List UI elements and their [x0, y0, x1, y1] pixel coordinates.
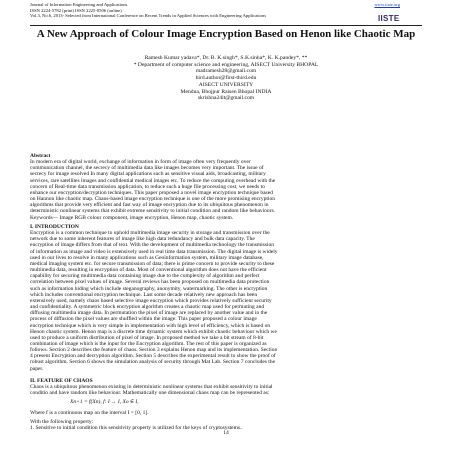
introduction-line: correlation between pixel values of image. Several reviews has been proposed on multimedia data protection: [30, 279, 270, 286]
journal-header: [30, 2, 390, 19]
introduction-line: Henon chaotic system. Henon map is a discrete time dynamic system which exhibit chaotic behaviour which we: [30, 328, 277, 335]
page-number: 14: [223, 430, 229, 436]
chaos-body: [30, 384, 422, 396]
introduction-line: follows. Section 2 describes the feature of chaos. Section 3 explains Henon map and its implementation. Section: [30, 347, 278, 354]
chaos-equation: Xn+1 = f(Xn), f: I → I, Xo ∈ I,: [70, 399, 139, 405]
header-divider: [30, 25, 422, 26]
introduction-line: diffusing multimedia image data. In permutation the pixel of image are replaced by another value and in the: [30, 310, 268, 317]
abstract-line: In modern era of digital world, exchange of information in form of image often very frequently over: [30, 159, 251, 166]
author-email-1: madramesh28@gmail.com: [195, 68, 257, 75]
chaos-item-1: 1. Sensitive to initial condition this sensitivity property is utilized for the keys of cryptosystems..: [30, 425, 243, 432]
introduction-line: used in our lives to resolve in many applications such as Geoinformation system, military image database,: [30, 254, 264, 261]
journal-issn: ISSN 2224-5782 (print) ISSN 2225-0506 (online): [30, 7, 122, 13]
abstract-line: secrecy for image resolved In many digital applications such as sensitive visual aids, broadcasting, military: [30, 171, 266, 178]
paper-title: A New Approach of Colour Image Encryption Based on Henon like Chaotic Map: [36, 28, 416, 40]
introduction-line: multimedia data, resulting in encryption of data. Most of conventional algorithm does not have the efficient: [30, 267, 267, 274]
abstract-body: [30, 159, 422, 214]
affiliation-2: AISECT UNIVERSITY: [198, 81, 254, 88]
journal-name: Journal of Information Engineering and Applications: [30, 2, 128, 7]
journal-url-link[interactable]: www.iiste.org: [374, 2, 400, 7]
introduction-line: and confidentiality. A symmetric block encryption algorithm creates a chaotic map used for permuting and: [30, 304, 265, 311]
introduction-line: encryption technique which is very simple in implementation with high level of efficiency, which is based on: [30, 322, 271, 329]
abstract-line: enhance our encryption/decryption techniques. This paper proposed a novel image encryption technique based: [30, 189, 273, 196]
introduction-line: Encryption is a common technique to uphold multimedia image security in storage and transmission over the: [30, 230, 270, 237]
abstract-section: [30, 153, 422, 221]
affiliation-1: * Department of computer science and engineering, AISECT University BHOPAL: [133, 61, 319, 68]
introduction-line: medical imaging system etc. for secure transmission of data; there is prime concern to provide security to these: [30, 260, 275, 267]
introduction-line: process of diffusion the pixel values are shuffled within the image. This paper proposed a colour image: [30, 316, 257, 323]
introduction-section: [30, 224, 422, 372]
chaos-following: With the following property:: [30, 419, 94, 426]
introduction-line: of information as image and video is extensively used in real time data transmission. The digital image is widely: [30, 248, 278, 255]
introduction-line: robust algorithm. Section 6 shows the simulation analysis of security through Mat Lab. Section 7 concludes the: [30, 359, 276, 366]
journal-volume: Vol.3, No.6, 2013- Selected from International Conference on Recent Trends in Applied Sciences with Engineering Applications: [30, 13, 267, 19]
author-email-3: skrishna24it@gmail.com: [197, 95, 255, 102]
abstract-line: algorithms that provide very efficient and fast way of image encryption due to its ubiquitous phenomenon in: [30, 202, 269, 209]
introduction-line: capability for securing multimedia data containing image due to the complexity of algorithm and perfect: [30, 273, 260, 280]
affiliation-3: Mendua, Bhojpur Raisen Bhopal INDIA: [180, 88, 272, 95]
abstract-line: communication channel, the secrecy of multimedia data like images becomes very important. The issue of: [30, 165, 264, 172]
introduction-line: network due to some inherent features of image like high data redundancy and bulk data capacity. The: [30, 236, 255, 243]
chaos-section: [30, 378, 422, 396]
introduction-heading: I. INTRODUCTION: [30, 224, 79, 230]
abstract-line: services, rare satellites images and confidential medical images etc. To reduce the computing overhead with the: [30, 177, 276, 184]
abstract-heading: Abstract: [30, 153, 51, 159]
abstract-line: on Hannon like chaotic map. Chaos-based image encryption technique is one of the more promising encryption: [30, 196, 275, 203]
introduction-line: combination of image which is the input for the Encryption algorithm. The rest of this paper is organized as: [30, 340, 267, 347]
chaos-heading: II. FEATURE OF CHAOS: [30, 378, 93, 384]
introduction-line: which includes conventional encryption technique. Last some decade relatively new approach has been: [30, 291, 258, 298]
chaos-line: conditio and have random like behaviour. Mathematically one dimensional chaos map can be represented as:: [30, 390, 270, 397]
chaos-continued: [30, 410, 422, 431]
author-block: [30, 55, 422, 102]
author-email-2: bird.author@first-third.edu: [195, 75, 257, 82]
chaos-where: Where f is a continuous map on the interval I = [0, 1].: [30, 410, 149, 416]
introduction-line: encryption of image differs from that of text. With the development of multimedia technology the transmission: [30, 242, 274, 249]
abstract-line: deterministic nonlinear systems that exhibit extreme sensitivity to initial condition and random like behaviours.: [30, 208, 276, 215]
logo-text: IISTE: [378, 14, 400, 23]
introduction-body: [30, 230, 422, 372]
iiste-logo: [378, 8, 402, 22]
abstract-line: concern of Real-time data transmission application, to reduce such a huge file processing cost, we needs to: [30, 183, 265, 190]
introduction-line: paper.: [30, 365, 44, 372]
introduction-line: used to produce a uniform distribution of pixel of image. In proposed method we take a bit stream of 8-bit: [30, 334, 264, 341]
introduction-line: 4 present Encryption and decryption algorithm. Section 5 describes the experimental result to show the proof of: [30, 353, 276, 360]
introduction-line: such as information hiding which include steganography, anonymity, watermarking. The other is encryption: [30, 285, 268, 292]
introduction-line: extensively used, namely chaos based selective image encryption which provides relatively sufficient security: [30, 297, 272, 304]
author-names: Ramesh Kumar yadava*, Dr. B. K.singh*, S.K.sinha*, K. K.pandey*, **: [144, 55, 308, 61]
chaos-line: Chaos is a ubiquitous phenomenon existing in deterministic nonlinear systems that exhibit sensitivity to initial: [30, 384, 273, 391]
keywords: Keywords— Image RGB colour component, image encryption, Henon map, chaotic system.: [30, 214, 234, 221]
